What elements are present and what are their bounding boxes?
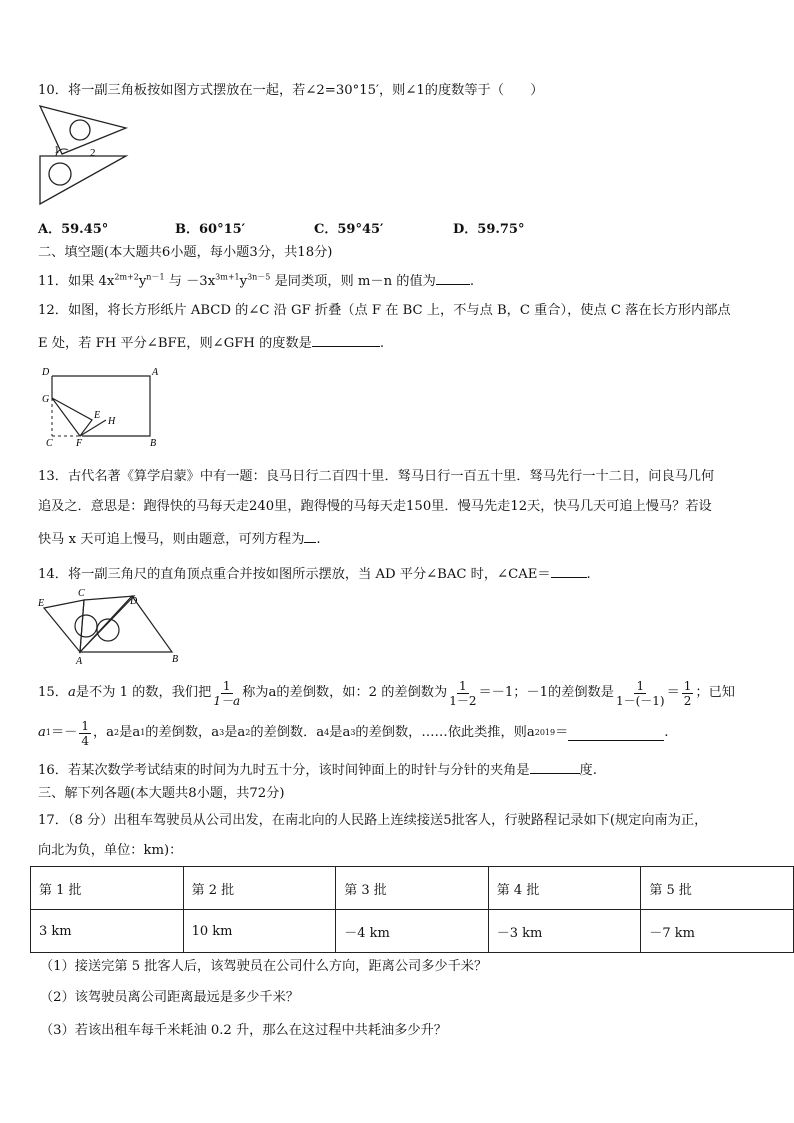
- bisector-fh: [80, 420, 106, 436]
- frac-1-over-1-minus-a: $\frac{1}{1-a}$: [213, 678, 241, 708]
- table-header-cell: 第 3 批: [336, 867, 489, 910]
- angle-1-label: 1: [54, 144, 60, 156]
- table-header-cell: 第 1 批: [31, 867, 184, 910]
- q16-text: 16．若某次数学考试结束的时间为九时五十分，该时间钟面上的时针与分针的夹角是 度.: [38, 759, 597, 780]
- q17-sub1: （1）接送完第 5 批客人后，该驾驶员在公司什么方向，距离公司多少千米？: [40, 959, 488, 974]
- section-3-heading: 三、解下列各题(本大题共8小题，共72分): [38, 786, 285, 801]
- svg-text:C: C: [46, 438, 53, 449]
- triangle-top-hole: [70, 120, 90, 140]
- svg-text:C: C: [78, 588, 85, 599]
- triangle-ace: [44, 600, 84, 652]
- q12-figure: [38, 364, 168, 450]
- triangle-bottom-hole: [49, 163, 71, 185]
- q15-line1: 15． a 是不为 1 的数，我们把 $\frac{1}{1-a}$ 称为a的差倒数，如：2 的差倒数为 $\frac{1}{1-2}$ ＝－1；－1的差倒数是 $\frac{1}{1-(-1)}$ ＝ $\frac{1}{2}$ ；已知: [38, 678, 735, 708]
- q10-option-a[interactable]: A．59.45°: [38, 222, 109, 237]
- table-row: [31, 910, 794, 953]
- q17-sub3: （3）若该出租车每千米耗油 0.2 升，那么在这过程中共耗油多少升？: [40, 1023, 447, 1038]
- q17-sub2: （2）该驾驶员离公司距离最远是多少千米？: [40, 990, 299, 1005]
- q11-answer-blank[interactable]: [436, 270, 470, 285]
- q17-line1: 17．（8 分）出租车驾驶员从公司出发，在南北向的人民路上连续接送5批客人，行驶路程记录如下(规定向南为正，: [38, 813, 708, 828]
- q13-line1: 13．古代名著《算学启蒙》中有一题：良马日行二百四十里．驽马日行一百五十里．驽马先行一十二日，问良马几何: [38, 469, 715, 484]
- svg-text:A: A: [76, 656, 83, 666]
- q10-option-d[interactable]: D．59.75°: [453, 222, 525, 237]
- table-header-row: [31, 867, 794, 910]
- svg-text:D: D: [130, 596, 138, 607]
- table-cell: －3 km: [488, 910, 641, 953]
- svg-text:B: B: [150, 438, 157, 449]
- q14-answer-blank[interactable]: [551, 563, 587, 578]
- frac-1-over-2: $\frac{1}{2}$: [683, 678, 692, 708]
- q14-text: 14．将一副三角尺的直角顶点重合并按如图所示摆放，当 AD 平分∠BAC 时，∠CAE＝ .: [38, 563, 591, 584]
- triangle-bottom: [40, 156, 126, 204]
- q10-text: 10．将一副三角板按如图方式摆放在一起，若∠2=30°15′，则∠1的度数等于（ ）: [38, 83, 544, 98]
- q11-text: 11．如果 $4x^{2m+2}y^{n-1}$ 与 $-3x^{3m+1}y^{3n-5}$ 是同类项，则 m－n 的值为 .: [38, 270, 474, 291]
- svg-text:D: D: [42, 367, 50, 378]
- table-header-cell: 第 4 批: [488, 867, 641, 910]
- q12-line1: 12．如图，将长方形纸片 ABCD 的∠C 沿 GF 折叠（点 F 在 BC 上，不与点 B，C 重合），使点 C 落在长方形内部点: [38, 303, 731, 318]
- svg-text:E: E: [38, 598, 45, 609]
- q13-answer-blank[interactable]: [304, 528, 316, 543]
- table-cell: 10 km: [183, 910, 336, 953]
- svg-text:A: A: [152, 367, 159, 378]
- section-2-heading: 二、填空题(本大题共6小题，每小题3分，共18分): [38, 245, 333, 260]
- table-cell: －7 km: [641, 910, 794, 953]
- q10-figure: [36, 104, 136, 210]
- q13-line3: 快马 x 天可追上慢马，则由题意，可列方程为 .: [38, 528, 321, 549]
- circle-hole-1: [75, 615, 97, 637]
- q12-line2: E 处，若 FH 平分∠BFE，则∠GFH 的度数是 .: [38, 332, 384, 353]
- q13-line2: 追及之．意思是：跑得快的马每天走240里，跑得慢的马每天走150里．慢马先走12天，快马几天可追上慢马？若设: [38, 499, 712, 514]
- frac-1-over-1-minus-neg1: $\frac{1}{1-(-1)}$: [615, 678, 665, 708]
- q10-option-c[interactable]: C．59°45′: [314, 222, 384, 237]
- svg-text:F: F: [76, 438, 83, 449]
- folded-triangle: [52, 398, 92, 436]
- svg-text:G: G: [42, 394, 50, 405]
- table-header-cell: 第 5 批: [641, 867, 794, 910]
- q14-figure: [36, 586, 186, 666]
- q17-line2: 向北为负，单位：km)：: [38, 843, 183, 858]
- svg-text:B: B: [172, 654, 179, 665]
- triangle-top: [40, 106, 126, 154]
- frac-1-over-4: $\frac{1}{4}$: [81, 718, 89, 748]
- table-header-cell: 第 2 批: [183, 867, 336, 910]
- q15-answer-blank[interactable]: [568, 726, 664, 741]
- frac-1-over-1-minus-2: $\frac{1}{1-2}$: [449, 678, 477, 708]
- q10-option-b[interactable]: B．60°15′: [175, 222, 246, 237]
- angle-2-label: 2: [90, 147, 96, 159]
- q17-table: [30, 866, 794, 953]
- table-cell: 3 km: [31, 910, 184, 953]
- q12-answer-blank[interactable]: [312, 332, 380, 347]
- svg-text:H: H: [108, 416, 116, 427]
- svg-text:E: E: [94, 410, 101, 421]
- q15-line2: a 1 ＝－ $\frac{1}{4}$ ，a 2 是a 1 的差倒数，a 3 是a 2 的差倒数．a 4 是a 3 的差倒数，……依此类推，则a 2019 ＝ .: [38, 718, 669, 748]
- table-cell: －4 km: [336, 910, 489, 953]
- q16-answer-blank[interactable]: [530, 759, 580, 774]
